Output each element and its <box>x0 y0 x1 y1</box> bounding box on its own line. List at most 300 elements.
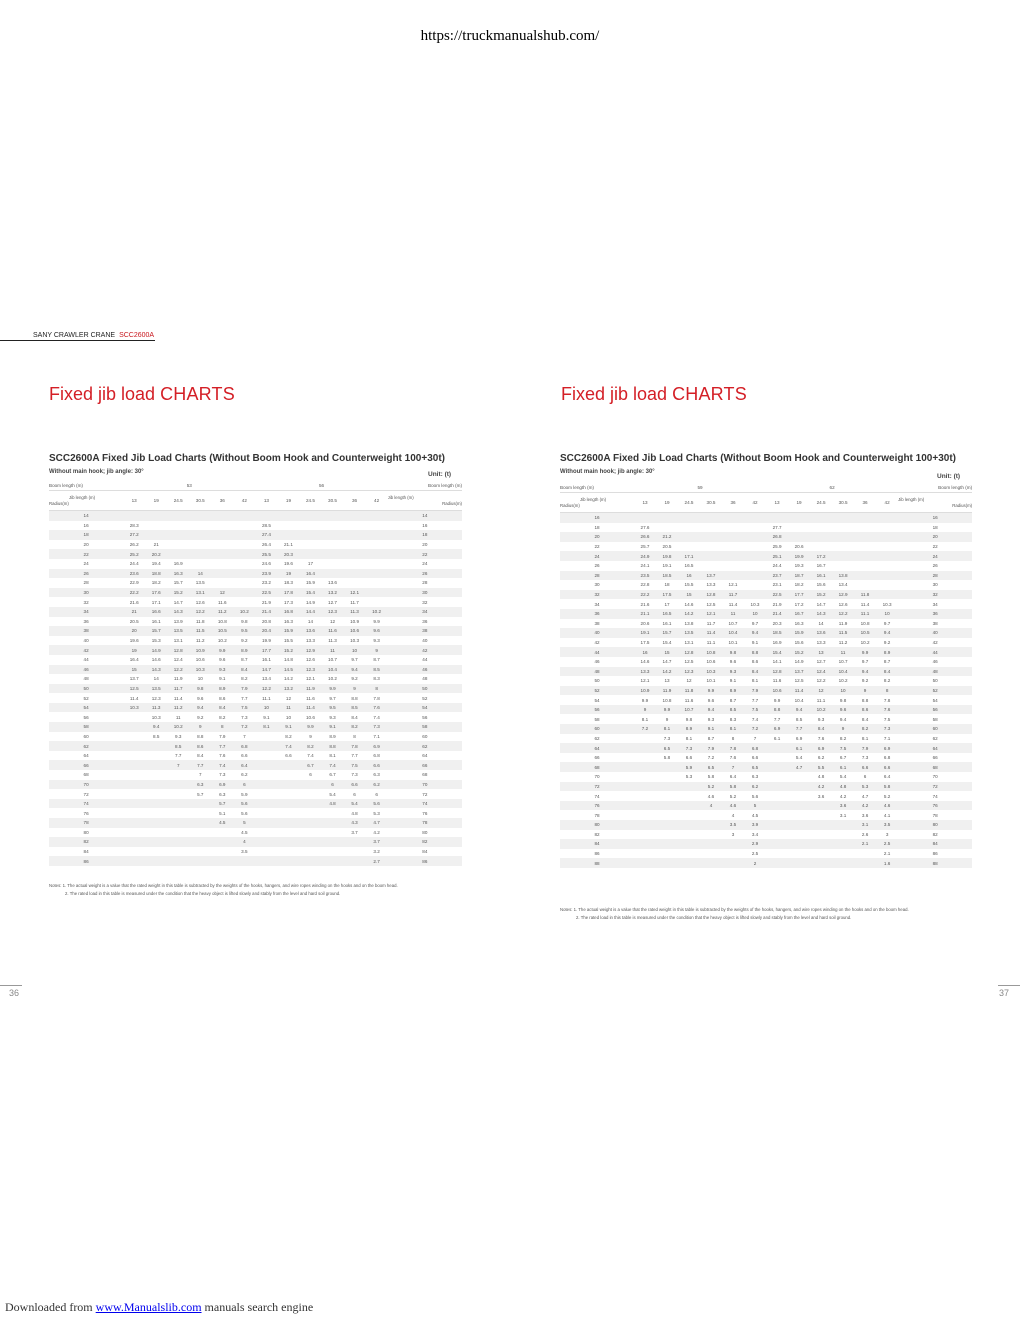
load-cell: 15 <box>123 665 145 675</box>
load-cell: 11.6 <box>322 626 344 636</box>
load-cell: 9 <box>832 724 854 734</box>
load-cell: 2.6 <box>861 831 869 837</box>
load-cell: 6 <box>233 780 255 790</box>
load-cell: 10.6 <box>344 626 366 636</box>
load-cell <box>344 856 366 866</box>
load-cell: 12.3 <box>678 667 700 677</box>
radius-cell: 44 <box>422 657 428 663</box>
load-cell: 23.6 <box>123 569 145 579</box>
load-cell <box>766 858 788 868</box>
load-cell <box>189 549 211 559</box>
load-cell <box>788 801 810 811</box>
load-cell <box>366 569 388 579</box>
load-cell <box>766 839 788 849</box>
load-cell <box>656 810 678 820</box>
load-cell: 15 <box>656 647 678 657</box>
radius-cell: 78 <box>932 812 938 818</box>
load-cell <box>233 559 255 569</box>
table-row <box>560 619 972 629</box>
load-cell: 17 <box>664 601 670 607</box>
load-cell <box>876 571 898 581</box>
load-cell <box>854 523 876 533</box>
table-row <box>49 722 462 732</box>
load-cell: 10 <box>285 714 292 720</box>
load-cell: 17.2 <box>810 551 832 561</box>
load-cell: 6.9 <box>366 741 388 751</box>
load-cell: 16.1 <box>662 620 672 626</box>
load-cell <box>788 532 810 542</box>
load-cell <box>277 521 299 531</box>
load-cell: 6 <box>322 780 344 790</box>
radius-cell: 72 <box>898 782 972 792</box>
load-cell <box>344 530 366 540</box>
radius-cell: 62 <box>388 741 462 751</box>
load-cell: 11.8 <box>678 686 700 696</box>
table-row <box>560 782 972 792</box>
load-cell: 11 <box>277 703 299 713</box>
radius-cell: 60 <box>83 733 89 739</box>
load-cell: 8.4 <box>197 753 204 759</box>
load-cell: 2.1 <box>854 839 876 849</box>
load-cell: 10.7 <box>838 659 848 665</box>
load-cell: 14.7 <box>255 665 277 675</box>
load-cell <box>189 511 211 521</box>
load-cell: 8.4 <box>861 716 869 722</box>
radius-cell: 52 <box>898 686 972 696</box>
radius-cell: 86 <box>594 851 600 857</box>
radius-cell: 58 <box>932 716 938 722</box>
load-cell: 9.7 <box>329 695 336 701</box>
radius-cell: 38 <box>932 620 938 626</box>
load-cell <box>700 523 722 533</box>
load-cell <box>167 511 189 521</box>
load-cell: 5.3 <box>685 774 693 780</box>
load-cell: 9.2 <box>241 638 248 644</box>
load-cell: 12.3 <box>322 607 344 617</box>
load-cell: 20.3 <box>772 620 782 626</box>
load-cell <box>322 808 344 818</box>
load-cell: 7.7 <box>773 716 781 722</box>
load-cell: 19.4 <box>151 561 161 567</box>
load-cell <box>678 849 700 859</box>
table-row <box>49 530 462 540</box>
load-cell: 12.3 <box>299 665 321 675</box>
jib-length-value: 19 <box>277 491 299 511</box>
table-row <box>560 714 972 724</box>
load-cell: 10.3 <box>151 714 161 720</box>
load-cell: 9.6 <box>219 657 226 663</box>
load-cell: 4.3 <box>344 818 366 828</box>
load-cell: 26.8 <box>766 532 788 542</box>
load-cell <box>656 791 678 801</box>
jib-length-label: Jib length (m) <box>898 496 925 502</box>
load-cell <box>634 810 656 820</box>
load-cell: 9.2 <box>883 640 891 646</box>
load-cell: 12.5 <box>794 678 804 684</box>
load-cell: 11.4 <box>728 601 738 607</box>
load-cell: 13.5 <box>145 684 167 694</box>
load-cell: 19.3 <box>794 563 804 569</box>
load-cell: 5.4 <box>329 791 336 797</box>
note-2: 2. The rated load in this table is measured under the condition that the heavy object is lifted slowly and stably from the level and hard soil ground. <box>576 915 852 920</box>
load-cell: 24.1 <box>640 563 650 569</box>
load-cell: 13.2 <box>322 588 344 598</box>
load-cell <box>189 818 211 828</box>
load-cell <box>167 847 189 857</box>
page-title-left <box>49 384 235 405</box>
load-cell: 10.9 <box>634 686 656 696</box>
load-cell <box>656 830 678 840</box>
load-cell <box>722 571 744 581</box>
load-cell <box>678 810 700 820</box>
load-cell <box>766 801 788 811</box>
load-cell: 9.1 <box>700 724 722 734</box>
load-cell <box>634 791 656 801</box>
load-cell: 10.6 <box>306 714 315 720</box>
load-cell <box>255 808 277 818</box>
load-cell: 7.9 <box>219 733 226 739</box>
load-cell: 3.6 <box>861 812 869 818</box>
chart-subtitle-right: SCC2600A Fixed Jib Load Charts (Without Boom Hook and Counterweight 100+30t) <box>560 453 956 464</box>
load-cell: 9.8 <box>189 684 211 694</box>
load-cell: 9.7 <box>861 659 869 665</box>
load-cell: 4.5 <box>751 812 759 818</box>
load-cell: 14.6 <box>684 601 694 607</box>
radius-cell: 38 <box>388 626 462 636</box>
load-cell <box>167 808 189 818</box>
load-cell: 17 <box>307 561 314 567</box>
load-cell <box>810 810 832 820</box>
table-row <box>560 580 972 590</box>
load-cell: 12.6 <box>838 601 848 607</box>
load-cell: 14 <box>153 676 159 682</box>
jib-radius-header <box>898 493 972 513</box>
load-cell: 3.2 <box>373 849 380 855</box>
load-cell: 11.9 <box>173 676 183 682</box>
load-cell: 12.1 <box>306 676 315 682</box>
load-cell <box>322 530 344 540</box>
load-cell: 6.8 <box>883 755 891 761</box>
table-row <box>560 695 972 705</box>
load-cell <box>678 839 700 849</box>
load-cell <box>167 856 189 866</box>
table-row <box>560 513 972 523</box>
load-cell <box>810 858 832 868</box>
load-cell <box>123 741 145 751</box>
load-cell <box>145 511 167 521</box>
load-cell: 14.6 <box>640 659 650 665</box>
load-cell: 9.4 <box>700 705 722 715</box>
load-cell <box>876 523 898 533</box>
load-cell: 8.9 <box>876 647 898 657</box>
table-row <box>49 655 462 665</box>
load-cell: 26.6 <box>634 532 656 542</box>
load-cell <box>255 799 277 809</box>
load-cell <box>832 830 854 840</box>
load-cell: 23.9 <box>255 569 277 579</box>
jib-length-label: Jib length (m) <box>69 494 96 500</box>
load-cell: 14.9 <box>145 645 167 655</box>
load-cell: 3 <box>885 831 889 837</box>
load-cell: 21.1 <box>634 609 656 619</box>
load-cell: 14 <box>189 569 211 579</box>
load-cell: 15.2 <box>810 590 832 600</box>
load-cell <box>876 532 898 542</box>
load-cell: 2.7 <box>366 856 388 866</box>
page-rule-right <box>998 985 1020 986</box>
radius-cell: 84 <box>898 839 972 849</box>
load-cell: 11.6 <box>684 697 694 703</box>
load-cell <box>277 847 299 857</box>
radius-cell: 70 <box>49 780 123 790</box>
load-cell: 13.9 <box>173 618 183 624</box>
radius-cell: 34 <box>49 607 123 617</box>
load-cell <box>788 772 810 782</box>
load-cell <box>766 810 788 820</box>
load-cell: 7.7 <box>241 695 248 701</box>
radius-cell: 50 <box>388 684 462 694</box>
load-cell <box>678 532 700 542</box>
load-cell <box>366 559 388 569</box>
radius-cell: 24 <box>422 561 428 567</box>
load-cell <box>656 820 678 830</box>
load-cell: 8.4 <box>744 667 766 677</box>
load-cell: 27.6 <box>640 524 650 530</box>
load-cell: 9.3 <box>175 733 182 739</box>
radius-label: Radius(m) <box>952 502 973 508</box>
radius-cell: 28 <box>898 571 972 581</box>
radius-cell: 68 <box>560 762 634 772</box>
load-cell: 13.6 <box>328 580 337 586</box>
title-part2: CHARTS <box>160 384 235 404</box>
note-1: Notes: 1. The actual weight is a value that the rated weight in this table is subtracted by the weights of the hooks, hangers, and wire ropes winding on the hooks and on the boom head. <box>49 883 398 888</box>
load-cell: 7.3 <box>241 714 248 720</box>
load-cell <box>876 580 898 590</box>
load-cell <box>145 789 167 799</box>
load-cell: 3.6 <box>817 793 825 799</box>
load-cell <box>145 856 167 866</box>
load-cell: 13.3 <box>816 640 826 646</box>
load-cell: 6.7 <box>839 755 847 761</box>
radius-cell: 78 <box>388 818 462 828</box>
radius-cell: 36 <box>83 618 89 624</box>
load-cell: 8.9 <box>329 733 336 739</box>
load-cell: 9 <box>189 722 211 732</box>
radius-cell: 46 <box>49 665 123 675</box>
load-cell <box>145 799 167 809</box>
load-cell: 11.4 <box>700 628 722 638</box>
radius-cell: 48 <box>83 676 89 682</box>
table-row <box>560 571 972 581</box>
table-row <box>560 676 972 686</box>
load-cell: 8.1 <box>861 735 869 741</box>
load-cell: 6.6 <box>751 755 759 761</box>
load-cell <box>322 856 344 866</box>
load-cell: 5.4 <box>344 799 366 809</box>
load-cell: 7.3 <box>219 772 226 778</box>
load-cell: 12.1 <box>344 588 366 598</box>
load-cell <box>233 856 255 866</box>
footer-prefix: Downloaded from <box>5 1300 93 1314</box>
radius-cell: 24 <box>83 561 89 567</box>
load-cell: 8.5 <box>344 703 366 713</box>
load-cell: 6.5 <box>700 762 722 772</box>
load-cell: 21.4 <box>255 607 277 617</box>
load-cell: 8.4 <box>351 714 358 720</box>
load-cell: 20.6 <box>640 620 650 626</box>
load-cell: 9.6 <box>366 626 388 636</box>
load-cell: 11.3 <box>344 607 366 617</box>
load-cell <box>788 810 810 820</box>
load-cell: 8.7 <box>241 657 248 663</box>
load-cell <box>678 858 700 868</box>
header-brand: SANY CRAWLER CRANE <box>33 332 116 339</box>
load-cell: 13.6 <box>810 628 832 638</box>
radius-cell: 70 <box>932 774 938 780</box>
load-cell: 11.1 <box>706 640 716 646</box>
load-cell <box>832 542 854 552</box>
load-cell: 21.2 <box>656 532 678 542</box>
load-cell: 5.5 <box>810 762 832 772</box>
load-cell <box>123 799 145 809</box>
table-row <box>560 849 972 859</box>
chart-subtitle-left: SCC2600A Fixed Jib Load Charts (Without Boom Hook and Counterweight 100+30t) <box>49 453 445 464</box>
load-cell: 9.3 <box>329 714 336 720</box>
radius-cell: 18 <box>932 524 938 530</box>
radius-cell: 44 <box>83 657 89 663</box>
load-cell: 13.7 <box>700 571 722 581</box>
load-cell: 4 <box>731 812 735 818</box>
load-cell: 12.2 <box>255 684 277 694</box>
manualslib-link[interactable]: www.Manualslib.com <box>95 1300 202 1314</box>
load-cell: 15.2 <box>167 588 189 598</box>
load-cell: 20.2 <box>145 549 167 559</box>
load-cell: 10.8 <box>662 697 672 703</box>
load-cell <box>277 837 299 847</box>
load-cell: 11.7 <box>706 620 716 626</box>
load-cell: 4.2 <box>854 801 876 811</box>
jib-length-value: 13 <box>255 491 277 511</box>
load-cell: 15.4 <box>299 588 321 598</box>
load-cell: 8.7 <box>729 697 737 703</box>
load-cell: 23.5 <box>634 571 656 581</box>
radius-cell: 14 <box>388 511 462 521</box>
radius-cell: 66 <box>388 760 462 770</box>
table-row <box>560 734 972 744</box>
load-cell <box>145 847 167 857</box>
load-cell <box>299 828 321 838</box>
load-cell: 14.7 <box>173 599 183 605</box>
load-cell: 12 <box>810 686 832 696</box>
table-row <box>49 549 462 559</box>
load-cell <box>634 753 656 763</box>
load-cell: 9 <box>366 645 388 655</box>
load-cell: 12 <box>686 678 692 684</box>
radius-cell: 52 <box>560 686 634 696</box>
load-cell <box>678 542 700 552</box>
radius-cell: 66 <box>932 755 938 761</box>
load-cell: 5.8 <box>876 782 898 792</box>
jib-length-label: Jib length (m) <box>580 496 607 502</box>
jib-length-value: 36 <box>722 493 744 513</box>
load-cell: 8.6 <box>189 741 211 751</box>
load-cell: 6.3 <box>751 774 759 780</box>
load-cell: 14.3 <box>810 609 832 619</box>
load-cell <box>167 521 189 531</box>
load-cell <box>700 839 722 849</box>
load-cell <box>299 789 321 799</box>
load-cell: 2 <box>744 858 766 868</box>
load-cell: 15.6 <box>794 640 804 646</box>
load-cell: 10.4 <box>794 697 804 703</box>
load-cell: 22.5 <box>255 588 277 598</box>
load-cell: 5 <box>233 818 255 828</box>
load-cell: 7.6 <box>876 705 898 715</box>
load-cell <box>255 741 277 751</box>
radius-cell: 28 <box>83 580 89 586</box>
load-cell: 8.2 <box>285 733 292 739</box>
load-cell: 11.6 <box>772 678 782 684</box>
load-cell <box>788 523 810 533</box>
load-cell: 6.1 <box>773 735 781 741</box>
radius-cell: 32 <box>898 590 972 600</box>
load-cell: 7.3 <box>351 772 358 778</box>
load-cell: 11.1 <box>262 695 271 701</box>
load-cell <box>366 597 388 607</box>
load-cell <box>634 743 656 753</box>
load-cell: 10.6 <box>766 686 788 696</box>
load-cell: 23.2 <box>261 580 271 586</box>
load-cell: 7.1 <box>883 735 891 741</box>
load-cell <box>788 849 810 859</box>
table-row <box>49 645 462 655</box>
load-cell: 9.9 <box>322 684 344 694</box>
load-cell <box>123 856 145 866</box>
radius-cell: 72 <box>83 791 89 797</box>
load-cell: 15.3 <box>151 638 161 644</box>
load-cell: 4.8 <box>351 810 358 816</box>
radius-cell: 56 <box>560 705 634 715</box>
load-cell: 19.6 <box>129 638 139 644</box>
load-cell <box>700 551 722 561</box>
load-cell: 20.3 <box>277 549 299 559</box>
load-cell: 8.1 <box>255 722 277 732</box>
load-cell: 6.2 <box>366 780 388 790</box>
table-row <box>49 684 462 694</box>
load-cell: 10.5 <box>211 626 233 636</box>
load-cell: 7.2 <box>233 722 255 732</box>
jib-length-value: 36 <box>344 491 366 511</box>
load-cell <box>678 782 700 792</box>
title-part1: Fixed jib load <box>561 384 668 404</box>
load-cell: 5.3 <box>373 810 380 816</box>
load-cell: 7.3 <box>663 735 671 741</box>
radius-cell: 20 <box>83 542 89 548</box>
load-cell: 16.1 <box>151 618 161 624</box>
note-2: 2. The rated load in this table is measured under the condition that the heavy object is lifted slowly and stably from the level and hard soil ground. <box>65 891 341 896</box>
load-cell: 17.2 <box>794 601 804 607</box>
load-cell <box>255 828 277 838</box>
load-cell: 5.8 <box>707 774 715 780</box>
radius-cell: 72 <box>422 791 428 797</box>
load-cell <box>634 830 656 840</box>
load-cell: 12.2 <box>832 609 854 619</box>
title-part1: Fixed jib load <box>49 384 156 404</box>
radius-cell: 32 <box>422 599 428 605</box>
load-cell <box>145 837 167 847</box>
load-cell: 15.7 <box>173 580 183 586</box>
load-cell: 27.4 <box>255 530 277 540</box>
